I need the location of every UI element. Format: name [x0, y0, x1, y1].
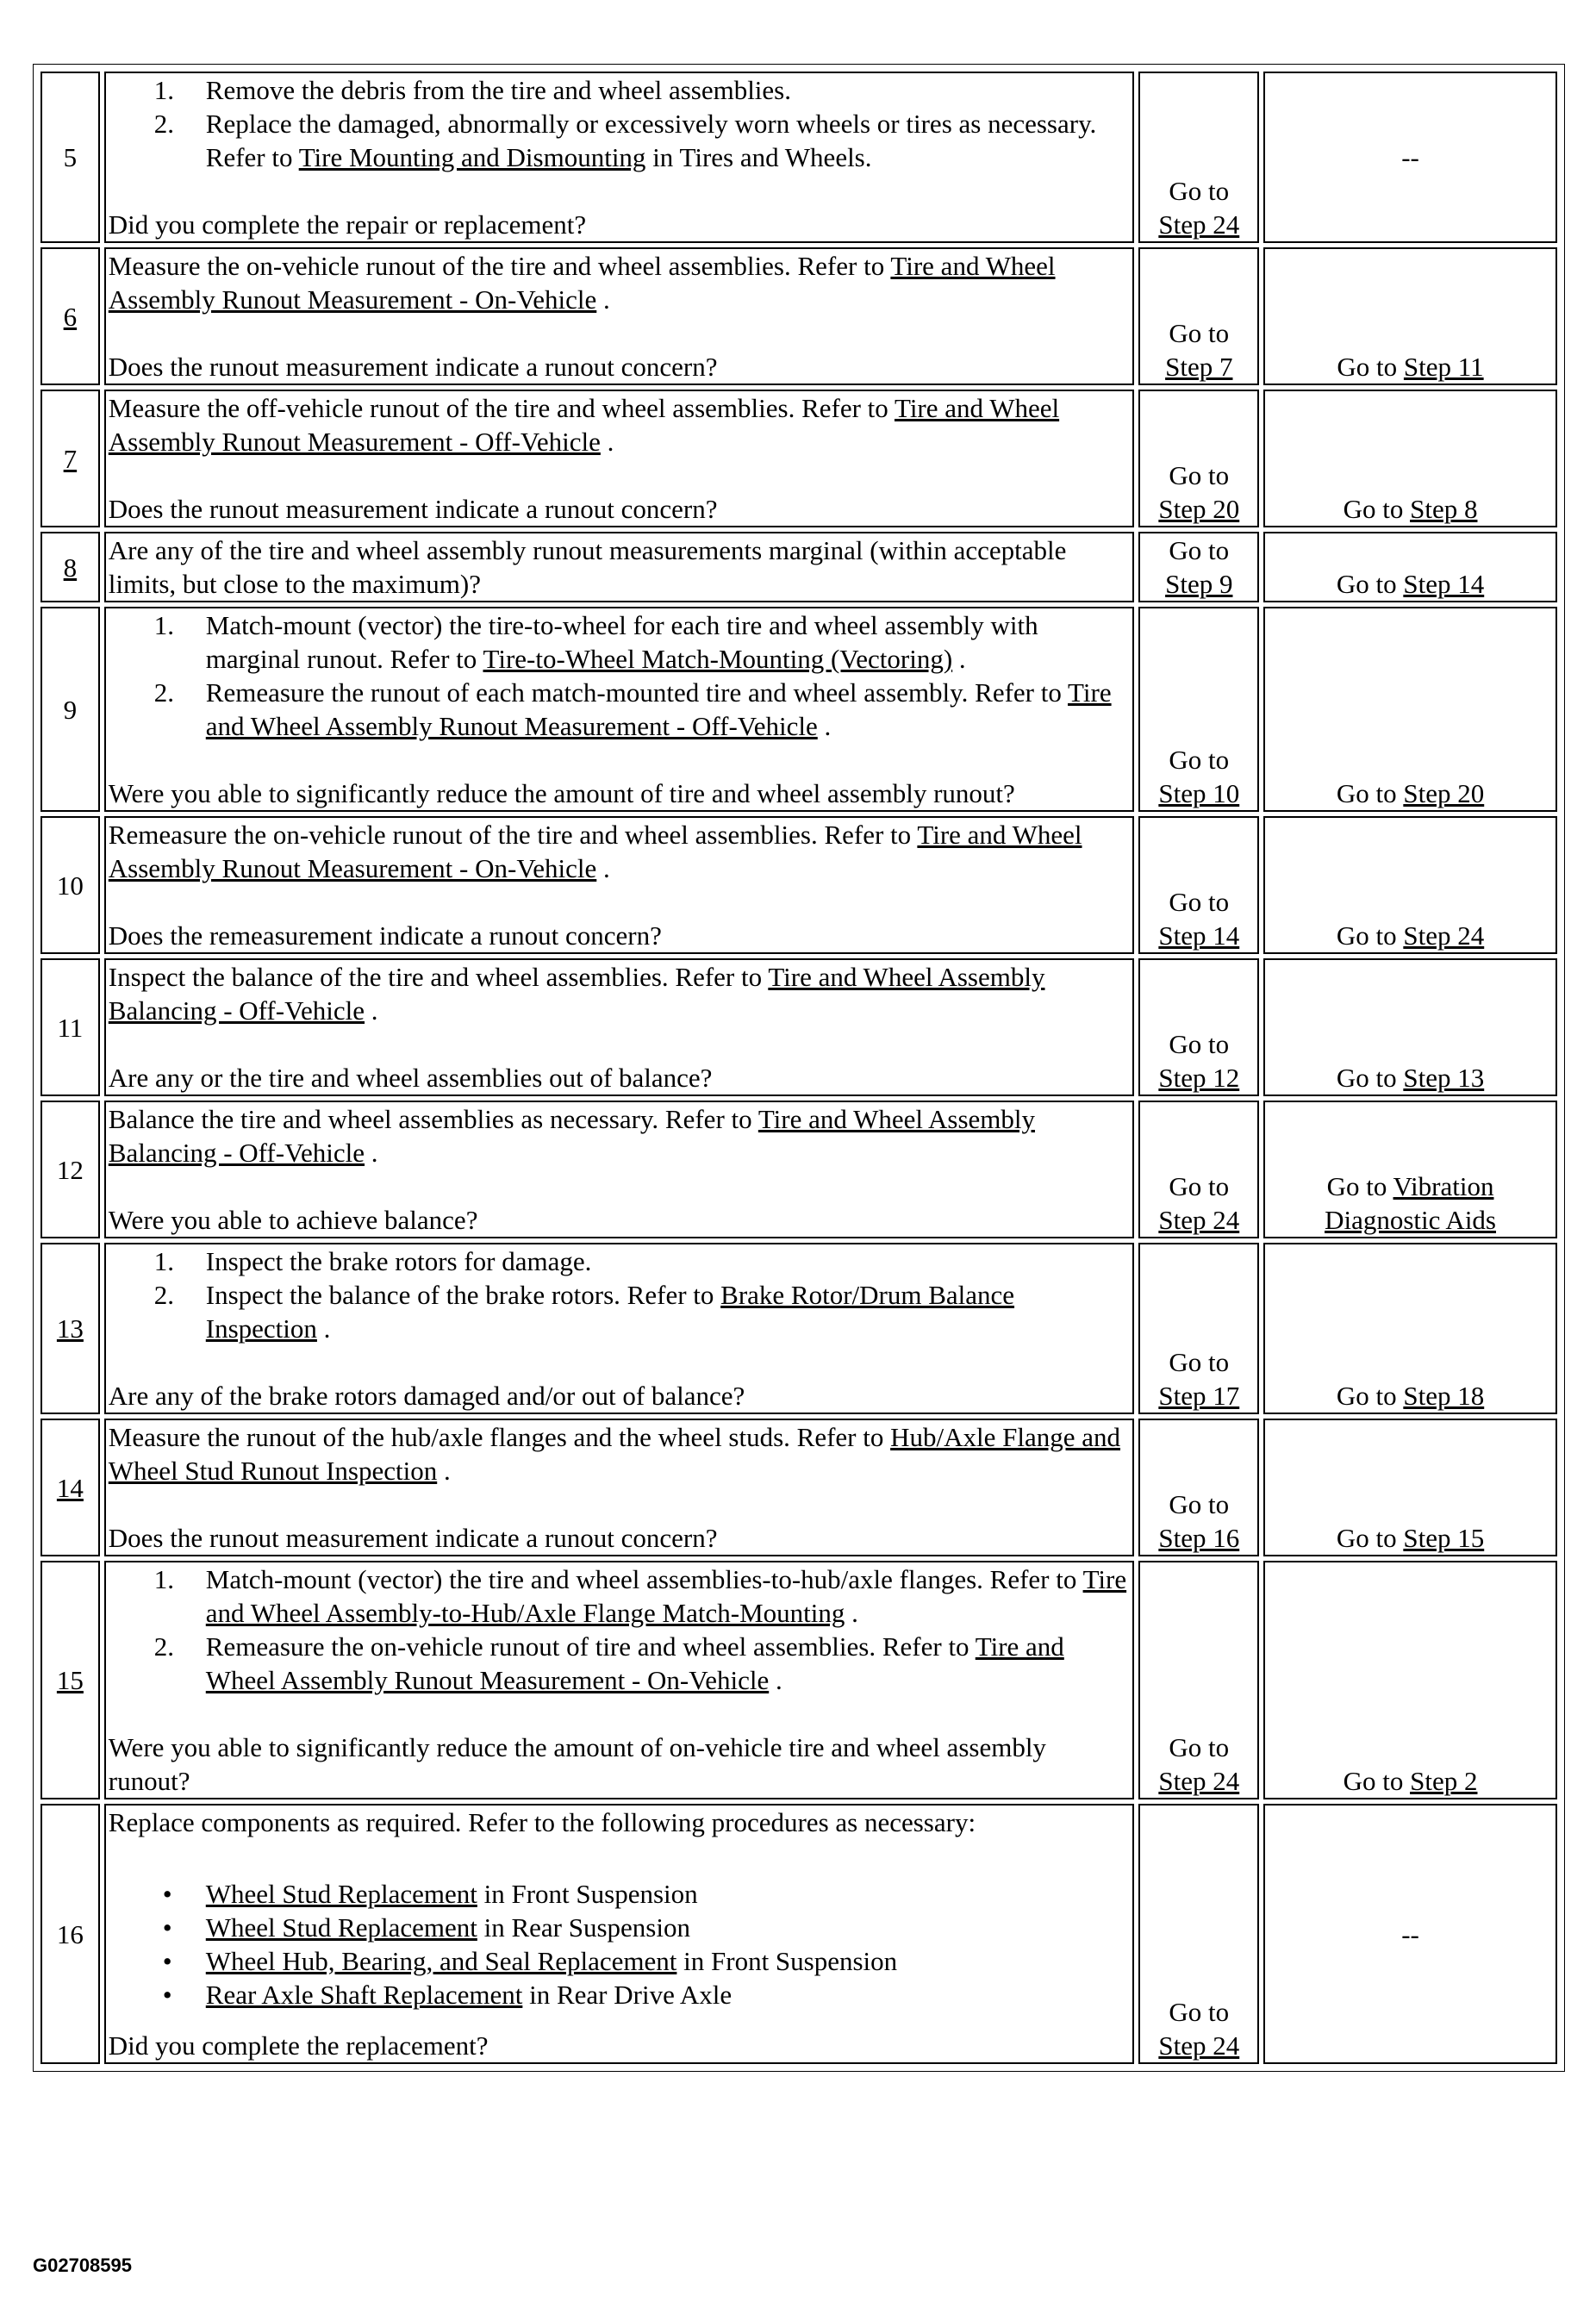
list-item — [109, 1562, 1131, 1630]
list-item — [109, 73, 1131, 107]
figure-id: G02708595 — [33, 2255, 132, 2276]
text-fragment: Measure the runout of the hub/axle flanges and the wheel studs. Refer to — [108, 1422, 891, 1452]
yes-goto-label: Go to — [1169, 535, 1230, 565]
step-number-cell — [41, 532, 100, 602]
text-fragment: Remeasure the runout of each match-mounted tire and wheel assembly. Refer to — [205, 677, 1069, 708]
bullet-item — [109, 1978, 1131, 2011]
yes-step-link[interactable]: Step 24 — [1158, 2030, 1240, 2061]
text-fragment: in Front Suspension — [676, 1946, 898, 1976]
list-number: 1. — [153, 75, 175, 105]
bullet-item — [109, 1944, 1131, 1978]
procedure-link[interactable]: Tire and Wheel Assembly Balancing - Off-Vehicle — [108, 1104, 1035, 1168]
step-number-cell — [41, 607, 100, 812]
bullet-icon: • — [162, 1912, 172, 1943]
text-fragment: . — [952, 644, 966, 674]
instruction-text — [109, 960, 1131, 1027]
text-fragment: Remeasure the on-vehicle runout of the tire and wheel assemblies. Refer to — [108, 820, 918, 850]
step-row — [41, 1419, 1557, 1556]
no-goto-label: Go to — [1337, 352, 1404, 382]
yes-cell — [1138, 1243, 1259, 1414]
no-cell — [1263, 1419, 1557, 1556]
question-text: Were you able to significantly reduce the amount of tire and wheel assembly runout? — [108, 778, 1015, 808]
bullet-item — [109, 1911, 1131, 1944]
no-step-link[interactable]: Step 14 — [1403, 569, 1485, 599]
bullet-icon: • — [162, 1946, 172, 1976]
step-number-link[interactable]: 13 — [56, 1313, 84, 1344]
question-text: Are any or the tire and wheel assemblies out of balance? — [108, 1063, 713, 1093]
no-cell — [1263, 532, 1557, 602]
yes-goto-label: Go to — [1169, 1347, 1230, 1377]
list-item — [109, 1630, 1131, 1697]
no-cell — [1263, 607, 1557, 812]
step-row — [41, 1561, 1557, 1799]
bullet-item — [109, 1877, 1131, 1911]
question-text: Does the remeasurement indicate a runout concern? — [108, 920, 662, 951]
yes-goto-label: Go to — [1169, 887, 1230, 917]
text-fragment: . — [769, 1665, 782, 1695]
text-fragment: Measure the on-vehicle runout of the tire and wheel assemblies. Refer to — [108, 251, 891, 281]
question-text: Did you complete the replacement? — [108, 2030, 489, 2061]
procedure-link[interactable]: Tire and Wheel Assembly-to-Hub/Axle Flange Match-Mounting — [205, 1564, 1127, 1628]
no-goto-label: Go to — [1336, 569, 1404, 599]
step-row — [41, 72, 1557, 243]
step-number-link[interactable]: 8 — [63, 552, 78, 583]
no-cell — [1263, 958, 1557, 1096]
no-goto-label: Go to — [1343, 1766, 1411, 1796]
no-cell — [1263, 1243, 1557, 1414]
step-number-cell — [41, 1101, 100, 1238]
no-action-dash: -- — [1401, 142, 1419, 172]
action-cell — [104, 72, 1135, 243]
yes-step-link[interactable]: Step 7 — [1165, 352, 1233, 382]
text-fragment: in Rear Drive Axle — [522, 1980, 733, 2010]
text-fragment: . — [365, 1138, 378, 1168]
numbered-list — [109, 1562, 1131, 1697]
step-row — [41, 816, 1557, 954]
instruction-text — [109, 249, 1131, 316]
step-number: 9 — [63, 694, 78, 725]
question-text: Does the runout measurement indicate a runout concern? — [108, 352, 718, 382]
bullet-list — [109, 1877, 1131, 2011]
yes-step-link[interactable]: Step 24 — [1158, 209, 1240, 240]
step-number-link[interactable]: 6 — [63, 301, 78, 332]
text-fragment: Inspect the balance of the brake rotors. Refer to — [205, 1280, 721, 1310]
step-number: 16 — [56, 1918, 84, 1949]
question-text: Does the runout measurement indicate a runout concern? — [108, 494, 718, 524]
step-number: 10 — [56, 870, 84, 901]
text-fragment: . — [596, 284, 610, 315]
diagnostic-steps-table — [36, 67, 1562, 2068]
question-text: Did you complete the repair or replacement? — [108, 209, 587, 240]
step-row — [41, 247, 1557, 385]
no-step-link[interactable]: Step 8 — [1410, 494, 1478, 524]
step-number-cell — [41, 247, 100, 385]
text-fragment: . — [437, 1456, 451, 1486]
question-text: Are any of the brake rotors damaged and/or out of balance? — [108, 1381, 745, 1411]
list-item — [109, 1244, 1131, 1278]
text-fragment: Remove the debris from the tire and wheel assemblies. — [205, 75, 791, 105]
action-cell — [104, 607, 1135, 812]
no-cell — [1263, 390, 1557, 527]
list-number: 1. — [153, 1246, 175, 1276]
yes-cell — [1138, 607, 1259, 812]
procedure-link[interactable]: Tire Mounting and Dismounting — [298, 142, 646, 172]
step-number-cell — [41, 816, 100, 954]
text-fragment: . — [316, 1313, 331, 1344]
yes-step-link[interactable]: Step 10 — [1158, 778, 1240, 808]
yes-goto-label: Go to — [1169, 1171, 1230, 1201]
no-goto-label: Go to — [1336, 1063, 1404, 1093]
step-row — [41, 607, 1557, 812]
list-number: 2. — [153, 109, 175, 139]
yes-goto-label: Go to — [1169, 745, 1230, 775]
yes-step-link[interactable]: Step 9 — [1165, 569, 1233, 599]
step-row — [41, 1243, 1557, 1414]
instruction-text — [109, 1805, 1131, 1839]
procedure-link[interactable]: Brake Rotor/Drum Balance Inspection — [205, 1280, 1015, 1344]
text-fragment: in Tires and Wheels. — [645, 142, 872, 172]
text-fragment: Replace the damaged, abnormally or excessively worn wheels or tires as necessary. Refer to — [205, 109, 1097, 172]
no-step-link[interactable]: Vibration Diagnostic Aids — [1325, 1171, 1496, 1235]
procedure-link[interactable]: Hub/Axle Flange and Wheel Stud Runout Inspection — [108, 1422, 1121, 1486]
numbered-list — [109, 608, 1131, 743]
action-cell — [104, 532, 1135, 602]
text-fragment: . — [365, 995, 378, 1026]
yes-step-link[interactable]: Step 24 — [1158, 1205, 1240, 1235]
step-number-cell — [41, 1561, 100, 1799]
action-cell — [104, 1561, 1135, 1799]
step-number: 11 — [57, 1012, 84, 1043]
no-cell — [1263, 816, 1557, 954]
action-cell — [104, 1804, 1135, 2064]
numbered-list — [109, 1244, 1131, 1345]
no-step-link[interactable]: Step 18 — [1403, 1381, 1485, 1411]
yes-goto-label: Go to — [1169, 460, 1230, 490]
list-item — [109, 107, 1131, 174]
action-cell — [104, 1101, 1135, 1238]
yes-cell — [1138, 816, 1259, 954]
instruction-text — [109, 1420, 1131, 1487]
question-text: Does the runout measurement indicate a runout concern? — [108, 1523, 718, 1553]
step-row — [41, 1101, 1557, 1238]
yes-step-link[interactable]: Step 17 — [1158, 1381, 1240, 1411]
yes-step-link[interactable]: Step 14 — [1158, 920, 1240, 951]
no-step-link[interactable]: Step 20 — [1403, 778, 1485, 808]
text-fragment: . — [600, 427, 614, 457]
no-cell — [1263, 1101, 1557, 1238]
step-number-cell — [41, 72, 100, 243]
yes-cell — [1138, 1561, 1259, 1799]
list-number: 1. — [153, 610, 175, 640]
step-number-cell — [41, 958, 100, 1096]
text-fragment: Inspect the brake rotors for damage. — [205, 1246, 592, 1276]
step-number-link[interactable]: 15 — [56, 1665, 84, 1695]
no-step-link[interactable]: Step 2 — [1410, 1766, 1478, 1796]
instruction-text — [109, 818, 1131, 885]
procedure-link[interactable]: Tire and Wheel Assembly Runout Measurement - On-Vehicle — [108, 820, 1082, 883]
no-step-link[interactable]: Step 24 — [1403, 920, 1485, 951]
list-item — [109, 608, 1131, 676]
yes-goto-label: Go to — [1169, 1732, 1230, 1762]
action-cell — [104, 816, 1135, 954]
yes-step-link[interactable]: Step 12 — [1158, 1063, 1240, 1093]
question-text: Were you able to significantly reduce the amount of on-vehicle tire and wheel assembly runout? — [108, 1732, 1046, 1796]
procedure-link[interactable]: Tire and Wheel Assembly Runout Measurement - Off-Vehicle — [205, 677, 1112, 741]
yes-step-link[interactable]: Step 20 — [1158, 494, 1240, 524]
procedure-link[interactable]: Wheel Hub, Bearing, and Seal Replacement — [205, 1946, 677, 1976]
step-number-cell — [41, 1419, 100, 1556]
no-goto-label: Go to — [1336, 1523, 1404, 1553]
step-number: 12 — [56, 1154, 84, 1185]
step-number-cell — [41, 1243, 100, 1414]
no-step-link[interactable]: Step 13 — [1403, 1063, 1485, 1093]
no-goto-label: Go to — [1326, 1171, 1393, 1201]
step-number-cell — [41, 390, 100, 527]
step-row — [41, 390, 1557, 527]
text-fragment: Match-mount (vector) the tire-to-wheel for each tire and wheel assembly with marginal runout. Refer to — [205, 610, 1038, 674]
action-cell — [104, 390, 1135, 527]
list-item — [109, 1278, 1131, 1345]
text-fragment: Match-mount (vector) the tire and wheel assemblies-to-hub/axle flanges. Refer to — [205, 1564, 1083, 1594]
no-cell — [1263, 1804, 1557, 2064]
instruction-text — [109, 391, 1131, 458]
procedure-link[interactable]: Tire and Wheel Assembly Runout Measurement - On-Vehicle — [108, 251, 1056, 315]
action-cell — [104, 247, 1135, 385]
instruction-text — [109, 1102, 1131, 1169]
numbered-list — [109, 73, 1131, 174]
procedure-link[interactable]: Tire and Wheel Assembly Balancing - Off-Vehicle — [108, 962, 1045, 1026]
text-fragment: Inspect the balance of the tire and wheel assemblies. Refer to — [108, 962, 769, 992]
yes-cell — [1138, 1101, 1259, 1238]
yes-cell — [1138, 247, 1259, 385]
no-goto-label: Go to — [1336, 920, 1404, 951]
step-row — [41, 958, 1557, 1096]
step-row — [41, 1804, 1557, 2064]
step-number-link[interactable]: 7 — [63, 443, 78, 474]
list-number: 2. — [153, 677, 175, 708]
yes-goto-label: Go to — [1169, 1489, 1230, 1519]
procedure-link[interactable]: Wheel Stud Replacement — [205, 1912, 477, 1943]
yes-goto-label: Go to — [1169, 1029, 1230, 1059]
question-text: Are any of the tire and wheel assembly runout measurements marginal (within acceptable limits, but close to the maximum)? — [108, 535, 1067, 599]
procedure-link[interactable]: Tire and Wheel Assembly Runout Measurement - Off-Vehicle — [108, 393, 1060, 457]
list-number: 1. — [153, 1564, 175, 1594]
procedure-link[interactable]: Tire and Wheel Assembly Runout Measurement - On-Vehicle — [205, 1631, 1064, 1695]
step-number-cell — [41, 1804, 100, 2064]
step-number: 5 — [63, 142, 78, 172]
yes-cell — [1138, 1419, 1259, 1556]
text-fragment: in Front Suspension — [477, 1879, 698, 1909]
text-fragment: . — [817, 711, 832, 741]
list-number: 2. — [153, 1280, 175, 1310]
step-number-link[interactable]: 14 — [56, 1472, 84, 1503]
procedure-link[interactable]: Wheel Stud Replacement — [205, 1879, 477, 1909]
step-row — [41, 532, 1557, 602]
no-action-dash: -- — [1401, 1918, 1419, 1949]
list-item — [109, 676, 1131, 743]
no-step-link[interactable]: Step 15 — [1403, 1523, 1485, 1553]
action-cell — [104, 1243, 1135, 1414]
bullet-icon: • — [162, 1980, 172, 2010]
yes-step-link[interactable]: Step 16 — [1158, 1523, 1240, 1553]
action-cell — [104, 958, 1135, 1096]
text-fragment: Replace components as required. Refer to the following procedures as necessary: — [108, 1807, 976, 1837]
text-fragment: Balance the tire and wheel assemblies as necessary. Refer to — [108, 1104, 758, 1134]
yes-cell — [1138, 1804, 1259, 2064]
no-cell — [1263, 247, 1557, 385]
no-cell — [1263, 72, 1557, 243]
no-goto-label: Go to — [1336, 778, 1404, 808]
yes-goto-label: Go to — [1169, 318, 1230, 348]
list-number: 2. — [153, 1631, 175, 1662]
question-text: Were you able to achieve balance? — [108, 1205, 478, 1235]
procedure-link[interactable]: Tire-to-Wheel Match-Mounting (Vectoring) — [483, 644, 953, 674]
bullet-icon: • — [162, 1879, 172, 1909]
yes-cell — [1138, 958, 1259, 1096]
diagnostic-table-frame — [33, 64, 1565, 2072]
yes-cell — [1138, 390, 1259, 527]
action-cell — [104, 1419, 1135, 1556]
text-fragment: Remeasure the on-vehicle runout of tire and wheel assemblies. Refer to — [205, 1631, 976, 1662]
text-fragment: in Rear Suspension — [477, 1912, 690, 1943]
yes-cell — [1138, 72, 1259, 243]
yes-goto-label: Go to — [1169, 176, 1230, 206]
yes-cell — [1138, 532, 1259, 602]
text-fragment: Measure the off-vehicle runout of the tire and wheel assemblies. Refer to — [108, 393, 895, 423]
no-cell — [1263, 1561, 1557, 1799]
text-fragment: . — [596, 853, 610, 883]
no-goto-label: Go to — [1336, 1381, 1404, 1411]
text-fragment: . — [845, 1598, 858, 1628]
no-step-link[interactable]: Step 11 — [1403, 352, 1484, 382]
procedure-link[interactable]: Rear Axle Shaft Replacement — [205, 1980, 523, 2010]
yes-step-link[interactable]: Step 24 — [1158, 1766, 1240, 1796]
yes-goto-label: Go to — [1169, 1997, 1230, 2027]
no-goto-label: Go to — [1343, 494, 1411, 524]
